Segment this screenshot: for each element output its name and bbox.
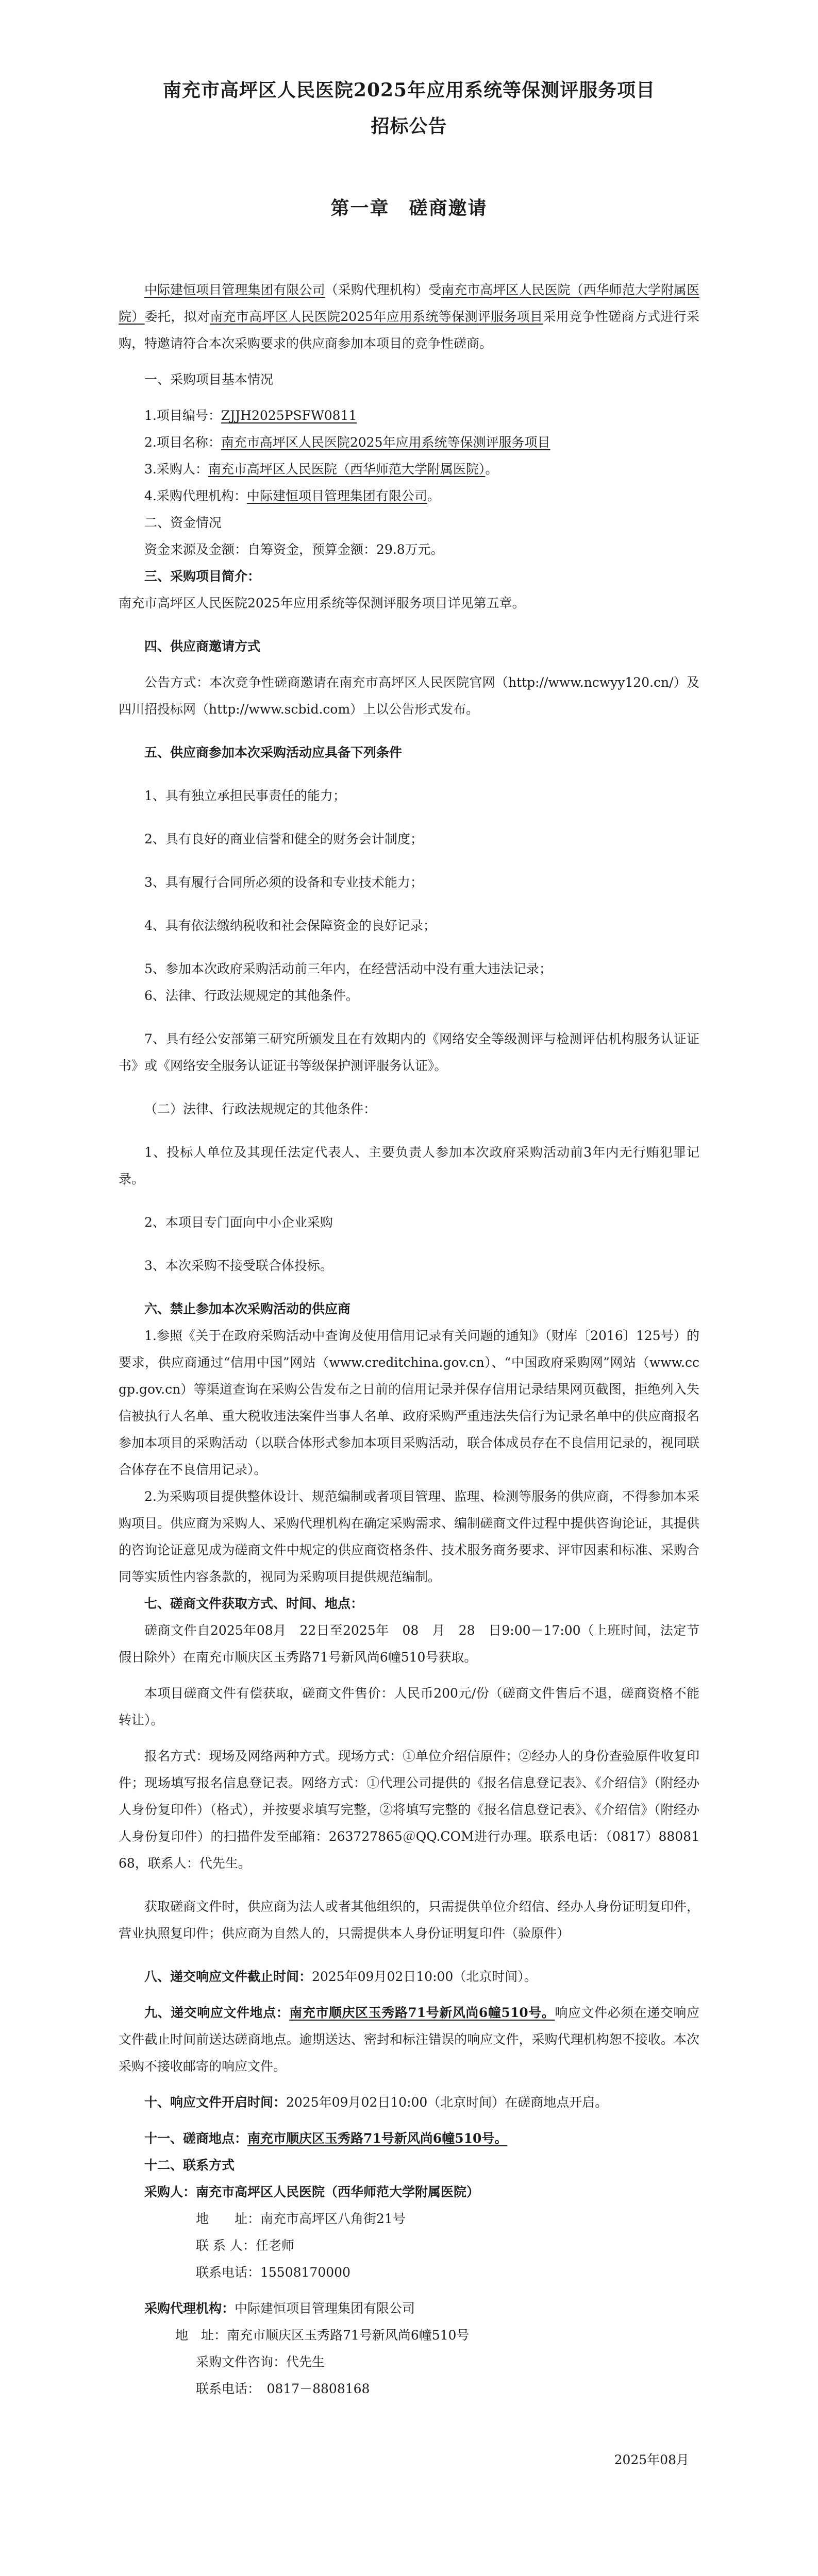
intro-agency: 中际建恒项目管理集团有限公司	[144, 282, 325, 298]
agency-end: 。	[427, 488, 440, 504]
contact-agency-heading	[119, 2295, 699, 2322]
project-number-label: 1.项目编号：	[144, 408, 221, 423]
contact-agency-name: 中际建恒项目管理集团有限公司	[235, 2301, 415, 2316]
intro-project: 南充市高坪区人民医院2025年应用系统等保测评服务项目	[210, 309, 543, 325]
agency	[119, 483, 699, 510]
contact-purchaser-address: 地 址：南充市高坪区八角街21号	[196, 2211, 406, 2227]
submission-location-note: 响应文件必须在递交响应文件截止时间前送达磋商地点。逾期送达、密封和标注错误的响应文件，采购代理机构恕不接收。本次采购不接收邮寄的响应文件。	[119, 2005, 699, 2074]
purchaser-end: 。	[485, 462, 498, 477]
funding-text: 资金来源及金额：自筹资金，预算金额：29.8万元。	[144, 542, 444, 557]
condition-item: 6、法律、行政法规规定的其他条件。	[144, 988, 359, 1004]
acquisition-time: 磋商文件自2025年08月 22日至2025年 08 月 28 日9:00－17:00（上班时间，法定节假日除外）在南充市顺庆区玉秀路71号新风尚6幢510号获取。	[119, 1623, 699, 1665]
project-summary: 南充市高坪区人民医院2025年应用系统等保测评服务项目详见第五章。	[119, 596, 525, 611]
document-price: 本项目磋商文件有偿获取，磋商文件售价：人民币200元/份（磋商文件售后不退，磋商资格不能转让）。	[119, 1686, 699, 1728]
intro-text-1: （采购代理机构）受	[325, 282, 442, 298]
condition-item: 4、具有依法缴纳税收和社会保障资金的良好记录；	[144, 918, 436, 934]
submission-location	[119, 1999, 699, 2080]
deadline-value: 2025年09月02日10:00（北京时间）。	[312, 1969, 537, 1985]
other-condition-item: 3、本次采购不接受联合体投标。	[144, 1258, 333, 1274]
document-date: 2025年08月	[614, 2452, 689, 2468]
project-name-label: 2.项目名称：	[144, 435, 221, 450]
condition-item: 7、具有经公安部第三研究所颁发且在有效期内的《网络安全等级测评与检测评估机构服务认证证书》或《网络安全服务认证证书等级保护测评服务认证》。	[119, 1031, 699, 1074]
agency-value: 中际建恒项目管理集团有限公司	[246, 488, 427, 504]
prohibited-paragraph-1: 1.参照《关于在政府采购活动中查询及使用信用记录有关问题的通知》（财库〔2016〕125号）的要求，供应商通过“信用中国”网站（www.creditchina.gov.cn）、“中国政府采购网”网站（www.ccgp.gov.cn）等渠道查询在采购公告发布之日前的信用记录并保存信用记录结果网页截图，拒绝列入失信被执行人名单、重大税收违法案件当事人名单、政府采购严重违法失信行为记录名单中的供应商报名参加本项目的采购活动（以联合体形式参加本项目采购活动，联合体成员存在不良信用记录的，视同联合体存在不良信用记录）。	[119, 1328, 699, 1478]
condition-item: 1、具有独立承担民事责任的能力；	[144, 788, 346, 804]
purchaser-value: 南充市高坪区人民医院（西华师范大学附属医院）	[208, 462, 486, 477]
contact-agency-label: 采购代理机构：	[144, 2301, 235, 2316]
deadline-label: 八、递交响应文件截止时间：	[144, 1969, 312, 1985]
submission-location-address: 南充市顺庆区玉秀路71号新风尚6幢510号。	[289, 2005, 555, 2021]
intro-text-2: 委托，拟对	[144, 309, 210, 325]
condition-item: 3、具有履行合同所必须的设备和专业技术能力；	[144, 875, 423, 890]
negotiation-location-label: 十一、磋商地点：	[144, 2131, 248, 2146]
document-title-line1: 南充市高坪区人民医院2025年应用系统等保测评服务项目	[162, 79, 656, 101]
contact-purchaser-heading: 采购人：南充市高坪区人民医院（西华师范大学附属医院）	[144, 2184, 480, 2200]
document-title-line2: 招标公告	[371, 115, 447, 138]
section3-heading: 三、采购项目简介：	[144, 569, 261, 584]
intro-paragraph	[119, 277, 699, 357]
purchaser-label: 3.采购人：	[144, 462, 208, 477]
acquisition-requirements: 获取磋商文件时，供应商为法人或者其他组织的，只需提供单位介绍信、经办人身份证明复印件，营业执照复印件；供应商为自然人的，只需提供本人身份证明复印件（验原件）	[119, 1899, 699, 1941]
opening-time-label: 十、响应文件开启时间：	[144, 2095, 287, 2110]
opening-time	[119, 2089, 699, 2116]
chapter-title: 第一章 磋商邀请	[330, 197, 488, 219]
project-name	[119, 429, 699, 456]
negotiation-location	[119, 2125, 699, 2152]
contact-agency-person: 采购文件咨询：代先生	[196, 2354, 325, 2370]
contact-agency-phone: 联系电话： 0817－8808168	[196, 2381, 370, 2397]
section4-heading: 四、供应商邀请方式	[144, 639, 261, 654]
project-number	[119, 402, 699, 429]
project-name-value: 南充市高坪区人民医院2025年应用系统等保测评服务项目	[221, 435, 550, 450]
project-number-value: ZJJH2025PSFW0811	[221, 408, 357, 423]
registration-method: 报名方式：现场及网络两种方式。现场方式：①单位介绍信原件；②经办人的身份查验原件收复印件；现场填写报名信息登记表。网络方式：①代理公司提供的《报名信息登记表》、《介绍信》（附经办人身份复印件）（格式），并按要求填写完整，②将填写完整的《报名信息登记表》、《介绍信》（附经办人身份复印件）的扫描件发至邮箱：263727865＠QQ.COM进行办理。联系电话：（0817）8808168，联系人：代先生。	[119, 1749, 699, 1871]
section6-heading: 六、禁止参加本次采购活动的供应商	[144, 1301, 351, 1317]
contact-purchaser-person: 联 系 人：任老师	[196, 2238, 294, 2253]
condition-item: 5、参加本次政府采购活动前三年内，在经营活动中没有重大违法记录；	[144, 961, 552, 977]
contact-purchaser-phone: 联系电话：15508170000	[196, 2265, 350, 2280]
other-condition-item: 2、本项目专门面向中小企业采购	[144, 1215, 333, 1230]
purchaser	[119, 456, 699, 483]
contact-agency-address: 地 址：南充市顺庆区玉秀路71号新风尚6幢510号	[175, 2328, 470, 2343]
section12-heading: 十二、联系方式	[144, 2158, 235, 2173]
invitation-method: 公告方式：本次竞争性磋商邀请在南充市高坪区人民医院官网（http://www.ncwyy120.cn/）及四川招投标网（http://www.scbid.com）上以公告形式发布。	[119, 675, 699, 717]
section5-heading: 五、供应商参加本次采购活动应具备下列条件	[144, 745, 403, 760]
intro-text-3: 采用竞争性磋商方式进行采购，特邀请符合本次采购要求的供应商参加本项目的竞争性磋商。	[119, 309, 699, 351]
other-conditions-heading: （二）法律、行政法规规定的其他条件：	[144, 1101, 377, 1117]
deadline	[119, 1963, 699, 1990]
other-condition-item: 1、投标人单位及其现任法定代表人、主要负责人参加本次政府采购活动前3年内无行贿犯罪记录。	[119, 1145, 699, 1187]
condition-item: 2、具有良好的商业信誉和健全的财务会计制度；	[144, 832, 423, 847]
intro-purchaser: 南充市高坪区人民医院（西华师范大学附属医院）	[119, 282, 699, 325]
submission-location-label: 九、递交响应文件地点：	[144, 2005, 290, 2021]
section7-heading: 七、磋商文件获取方式、时间、地点：	[144, 1596, 364, 1612]
opening-time-value: 2025年09月02日10:00（北京时间）在磋商地点开启。	[286, 2095, 608, 2110]
prohibited-paragraph-2: 2.为采购项目提供整体设计、规范编制或者项目管理、监理、检测等服务的供应商，不得参加本采购项目。供应商为采购人、采购代理机构在确定采购需求、编制磋商文件过程中提供咨询论证，其提供的咨询论证意见成为磋商文件中规定的供应商资格条件、技术服务商务要求、评审因素和标准、采购合同等实质性内容条款的，视同为采购项目提供规范编制。	[119, 1489, 699, 1585]
section1-heading: 一、采购项目基本情况	[144, 372, 274, 387]
negotiation-location-address: 南充市顺庆区玉秀路71号新风尚6幢510号。	[247, 2131, 508, 2146]
section2-heading: 二、资金情况	[144, 515, 222, 531]
agency-label: 4.采购代理机构：	[144, 488, 247, 504]
